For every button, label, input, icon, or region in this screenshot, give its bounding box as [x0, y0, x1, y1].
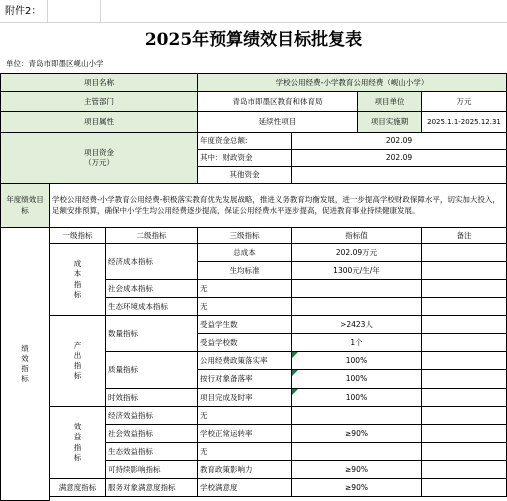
- eco-cost-value: 无: [197, 297, 292, 316]
- funds-label: 项目资金 （万元）: [0, 132, 198, 184]
- social-cost-label: 社会成本指标: [105, 279, 198, 298]
- remark-cell: [421, 333, 507, 352]
- annual-total-label: 年度资金总额:: [197, 132, 292, 150]
- remark-cell: [421, 388, 507, 407]
- gridline: [100, 0, 101, 22]
- project-name-value: 学校公用经费-小学教育公用经费（岘山小学）: [197, 73, 507, 92]
- fiscal-value: 202.09: [291, 149, 507, 167]
- attr-label: 项目属性: [0, 111, 198, 133]
- impl-unit-value: 万元: [421, 91, 507, 112]
- cell-marker-icon: [292, 389, 298, 395]
- completion-value-text: 100%: [345, 392, 368, 402]
- remark-cell: [421, 243, 507, 262]
- econ-benefit-label: 经济效益指标: [105, 406, 198, 425]
- econ-benefit-value: 无: [197, 406, 292, 425]
- attr-value: 延续性项目: [197, 111, 358, 133]
- period-label: 项目实施期: [357, 111, 422, 133]
- quality-label: 质量指标: [105, 351, 198, 389]
- other-funds-label: 其他资金: [197, 166, 292, 184]
- per-student-value: 1300元/生/年: [291, 261, 422, 280]
- total-cost-label: 总成本: [197, 243, 292, 262]
- eco-cost-label: 生态环境成本指标: [105, 297, 198, 316]
- satisfaction-indicator-label: 满意度指标: [49, 478, 106, 497]
- dept-value: 青岛市即墨区教育和体育局: [197, 91, 358, 112]
- goal-label: 年度绩效目标: [0, 183, 50, 228]
- service-label: 服务对象满意度指标: [105, 478, 198, 497]
- schools-label: 受益学校数: [197, 333, 292, 352]
- subsidy-value-text: 100%: [345, 374, 368, 384]
- header-level3: 三级指标: [197, 227, 292, 244]
- quantity-label: 数量指标: [105, 315, 198, 352]
- value-cell: [291, 279, 422, 298]
- fiscal-label: 其中：财政资金: [197, 149, 292, 167]
- impl-unit-label: 项目单位: [357, 91, 422, 112]
- remark-cell: [421, 460, 507, 479]
- social-cost-value: 无: [197, 279, 292, 298]
- remark-cell: [421, 279, 507, 298]
- header-level1: 一级指标: [49, 227, 106, 244]
- benefit-indicator-label: 效 益 指 标: [49, 406, 106, 479]
- students-value: >2423人: [291, 315, 422, 334]
- satisfaction-value: ≥90%: [291, 478, 422, 497]
- header-remark: 备注: [421, 227, 507, 244]
- sustain-label: 可持续影响指标: [105, 460, 198, 479]
- value-cell: [291, 297, 422, 316]
- goal-text: 学校公用经费-小学教育公用经费-积极落实教育优先发展战略，推进义务教育均衡发展，进一步提高学校财政保障水平，切实加大投入，足额安排预算，确保中小学生均公用经费逐步提高，保证公用经费水平逐步提高，促进教育事业持续健康发展。: [49, 183, 507, 228]
- remark-cell: [421, 369, 507, 389]
- header-level2: 二级指标: [105, 227, 198, 244]
- header-value: 指标值: [291, 227, 422, 244]
- enrollment-label: 学校正常运转率: [197, 424, 292, 443]
- eco-benefit-value: 无: [197, 442, 292, 461]
- cell-marker-icon: [292, 352, 298, 358]
- remark-cell: [421, 424, 507, 443]
- satisfaction-item: 学校满意度: [197, 478, 292, 497]
- completion-value: [291, 388, 422, 407]
- attachment-label: 附件2：: [5, 5, 42, 17]
- unit-label: 单位：青岛市即墨区岘山小学: [6, 59, 104, 69]
- econ-cost-label: 经济成本指标: [105, 243, 198, 280]
- compliance-label: 公用经费政策落实率: [197, 351, 292, 370]
- remark-cell: [421, 478, 507, 497]
- enrollment-value: ≥90%: [291, 424, 422, 443]
- page-title: 2025年预算绩效目标批复表: [144, 30, 363, 51]
- total-cost-value: 202.09万元: [291, 243, 422, 262]
- gridline: [0, 22, 507, 23]
- eco-benefit-label: 生态效益指标: [105, 442, 198, 461]
- perf-indicator-label: 绩 效 指 标: [0, 227, 50, 501]
- annual-total-value: 202.09: [291, 132, 507, 150]
- subsidy-label: 按行对象备落率: [197, 369, 292, 389]
- students-label: 受益学生数: [197, 315, 292, 334]
- project-name-label: 项目名称: [0, 73, 198, 92]
- value-cell: [291, 406, 422, 425]
- cell-marker-icon: [292, 370, 298, 376]
- sustain-value: ≥90%: [291, 460, 422, 479]
- remark-cell: [421, 351, 507, 370]
- remark-cell: [421, 261, 507, 280]
- completion-label: 项目完成及时率: [197, 388, 292, 407]
- schools-value: 1个: [291, 333, 422, 352]
- compliance-value: [291, 351, 422, 370]
- other-funds-value: [291, 166, 507, 184]
- social-benefit-label: 社会效益指标: [105, 424, 198, 443]
- subsidy-value: [291, 369, 422, 389]
- sustain-item: 教育政策影响力: [197, 460, 292, 479]
- compliance-value-text: 100%: [345, 355, 368, 365]
- remark-cell: [421, 442, 507, 461]
- remark-cell: [421, 297, 507, 316]
- value-cell: [291, 442, 422, 461]
- dept-label: 主管部门: [0, 91, 198, 112]
- output-indicator-label: 产 出 指 标: [49, 315, 106, 407]
- period-value: 2025.1.1-2025.12.31: [421, 111, 507, 133]
- remark-cell: [421, 406, 507, 425]
- per-student-label: 生均标准: [197, 261, 292, 280]
- timeliness-label: 时效指标: [105, 388, 198, 407]
- cost-indicator-label: 成 本 指 标: [49, 243, 106, 316]
- remark-cell: [421, 315, 507, 334]
